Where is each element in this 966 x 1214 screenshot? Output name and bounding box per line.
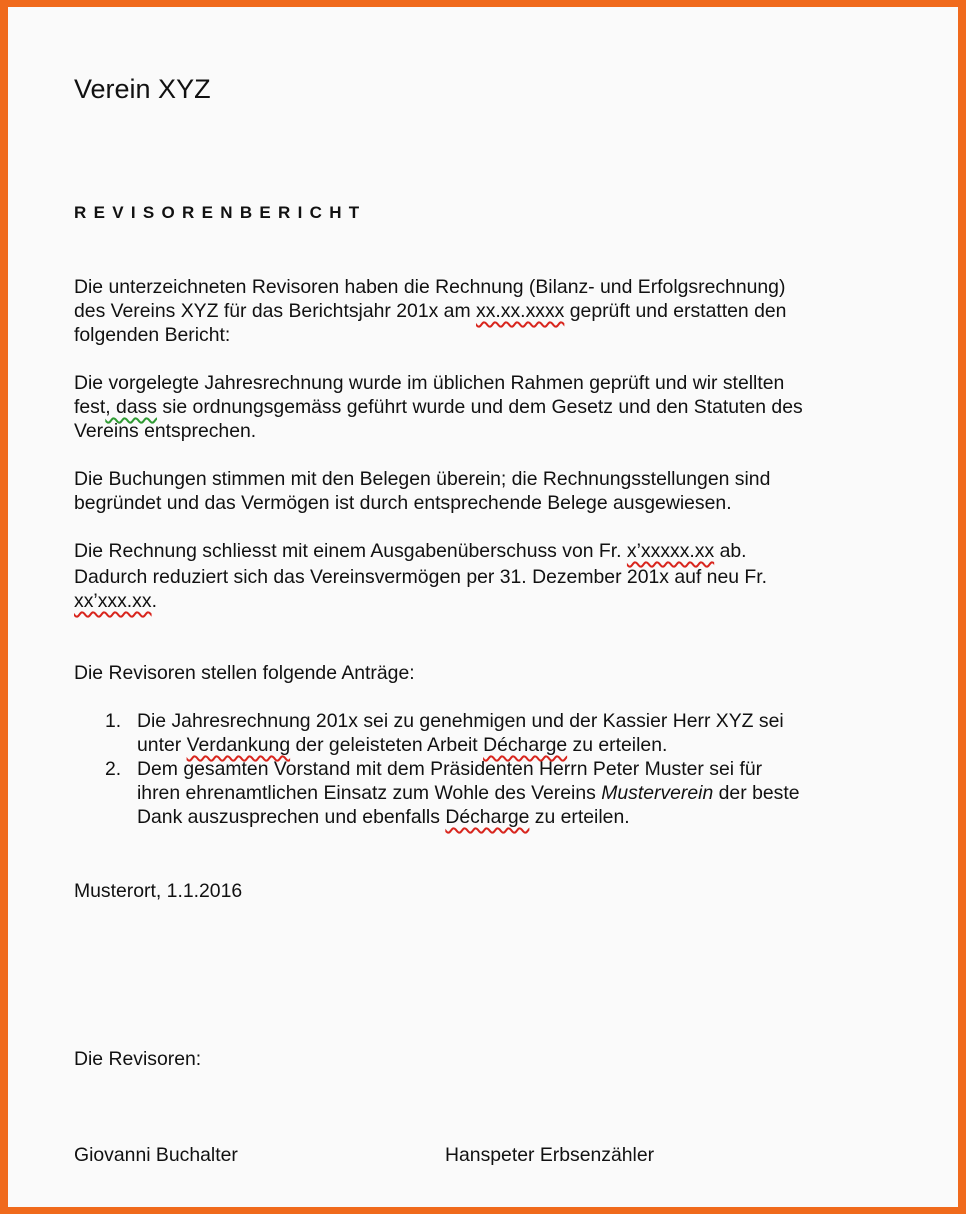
text-span: zu erteilen. <box>567 734 668 756</box>
misspelled-amount: x’xxxxx.xx <box>626 540 715 562</box>
text-span: ab. <box>714 540 747 562</box>
list-number: 2. <box>105 758 122 780</box>
text-span: ihren ehrenamtlichen Einsatz zum Wohle des Vereins <box>137 782 602 804</box>
text-span: des Vereins XYZ für das Berichtsjahr 201x am <box>74 300 477 322</box>
paragraph-1-line-2 <box>74 299 786 323</box>
paragraph-1-line-1: Die unterzeichneten Revisoren haben die Rechnung (Bilanz- und Erfolgsrechnung) <box>74 276 786 298</box>
paragraph-1-line-3: folgenden Bericht: <box>74 324 231 346</box>
text-span: Dank auszusprechen und ebenfalls <box>137 806 446 828</box>
misspelled-word: Décharge <box>483 734 568 756</box>
request-2-line-1: Dem gesamten Vorstand mit dem Präsidenten Herrn Peter Muster sei für <box>137 758 763 780</box>
paragraph-2-line-3: Vereins entsprechen. <box>74 420 257 442</box>
paragraph-4-line-2: Dadurch reduziert sich das Vereinsvermögen per 31. Dezember 201x auf neu Fr. <box>74 566 768 588</box>
signatories-label: Die Revisoren: <box>74 1048 202 1070</box>
text-span: Die Rechnung schliesst mit einem Ausgabenüberschuss von Fr. <box>74 540 627 562</box>
text-span: sie ordnungsgemäss geführt wurde und dem Gesetz und den Statuten des <box>157 396 803 418</box>
grammar-flag: , dass <box>105 396 157 418</box>
paragraph-3-line-2: begründet und das Vermögen ist durch entsprechende Belege ausgewiesen. <box>74 492 732 514</box>
paragraph-2-line-1: Die vorgelegte Jahresrechnung wurde im üblichen Rahmen geprüft und wir stellten <box>74 372 785 394</box>
document-page <box>8 7 958 1207</box>
organization-name: Verein XYZ <box>74 74 211 104</box>
text-span: der geleisteten Arbeit <box>290 734 484 756</box>
request-2-line-3 <box>137 805 630 829</box>
request-2-line-2 <box>137 781 800 805</box>
signatory-1: Giovanni Buchalter <box>74 1144 238 1166</box>
text-span: der beste <box>713 782 800 804</box>
misspelled-word: Verdankung <box>186 734 291 756</box>
paragraph-4-line-3 <box>74 589 157 613</box>
request-1-line-1: Die Jahresrechnung 201x sei zu genehmigen und der Kassier Herr XYZ sei <box>137 710 784 732</box>
list-number: 1. <box>105 710 122 732</box>
misspelled-date: xx.xx.xxxx <box>476 300 565 322</box>
italic-club-name: Musterverein <box>601 782 714 804</box>
request-1-line-2 <box>137 733 667 757</box>
misspelled-word: Décharge <box>445 806 530 828</box>
text-span: . <box>151 590 157 612</box>
text-span: fest <box>74 396 106 418</box>
text-span: zu erteilen. <box>529 806 630 828</box>
report-heading: REVISORENBERICHT <box>74 203 367 222</box>
paragraph-2-line-2 <box>74 395 803 419</box>
misspelled-amount: xx’xxx.xx <box>74 590 152 612</box>
paragraph-3-line-1: Die Buchungen stimmen mit den Belegen überein; die Rechnungsstellungen sind <box>74 468 771 490</box>
requests-intro: Die Revisoren stellen folgende Anträge: <box>74 662 415 684</box>
paragraph-4-line-1 <box>74 539 747 563</box>
text-span: unter <box>137 734 187 756</box>
text-span: geprüft und erstatten den <box>564 300 787 322</box>
place-date: Musterort, 1.1.2016 <box>74 880 243 902</box>
signatory-2: Hanspeter Erbsenzähler <box>445 1144 655 1166</box>
